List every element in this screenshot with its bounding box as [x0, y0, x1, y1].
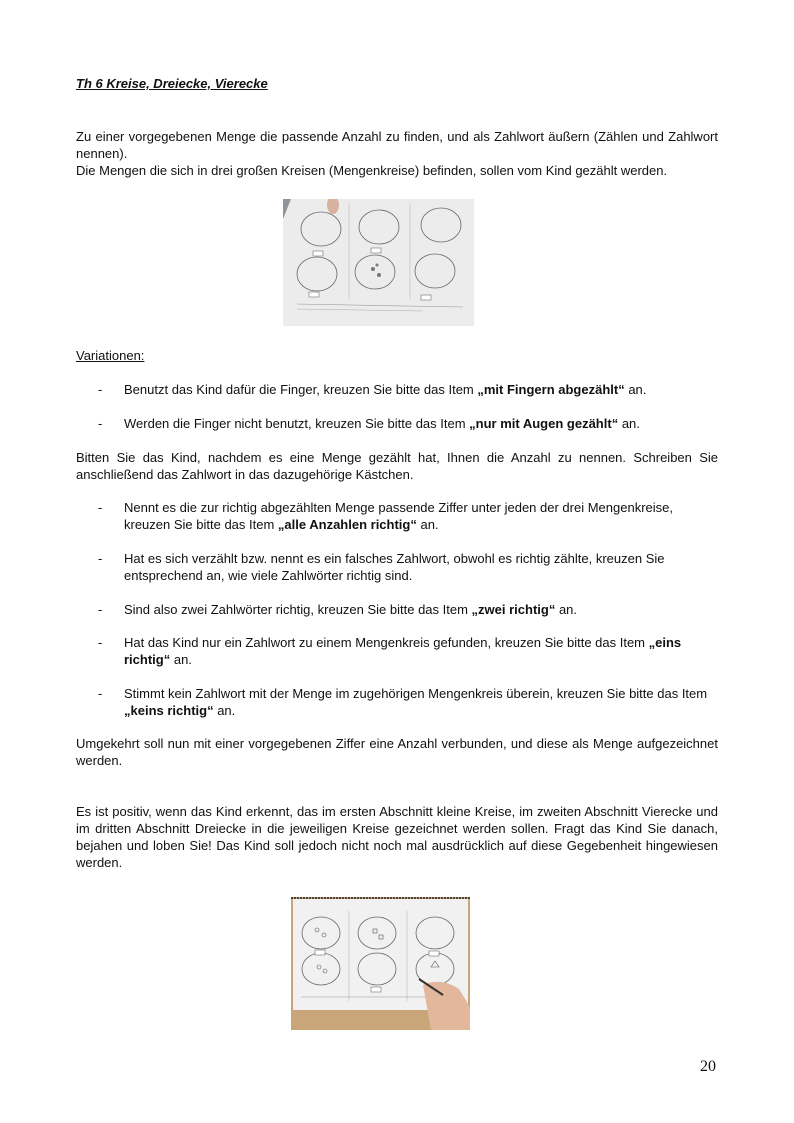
bullet-dash: -	[98, 551, 103, 566]
intro-sentence-1: Zu einer vorgegebenen Menge die passende Anzahl zu finden, und als Zahlwort äußern (Zählen und Zahlwort nennen).	[76, 129, 718, 161]
bullet-text: Sind also zwei Zahlwörter richtig, kreuzen Sie bitte das Item	[124, 602, 472, 617]
bullet-text: Nennt es die zur richtig abgezählten Menge passende Ziffer unter jeden der drei Mengenkreise, kreuzen Sie bitte das Item	[124, 500, 673, 532]
bullet-text: an.	[618, 416, 640, 431]
bullet-text: Werden die Finger nicht benutzt, kreuzen Sie bitte das Item	[124, 416, 470, 431]
bullet-dash: -	[98, 500, 103, 515]
reverse-task-paragraph: Umgekehrt soll nun mit einer vorgegebenen Ziffer eine Anzahl verbunden, und diese als Menge aufgezeichnet werden.	[76, 736, 718, 768]
worksheet-photo-1	[283, 199, 474, 326]
bullet-text: Hat es sich verzählt bzw. nennt es ein falsches Zahlwort, obwohl es richtig zählte, kreuzen Sie entsprechend an, wie viele Zahlwörter richtig sind.	[124, 551, 665, 583]
intro-paragraph	[76, 128, 718, 179]
positive-note-paragraph: Es ist positiv, wenn das Kind erkennt, das im ersten Abschnitt kleine Kreise, im zweiten Abschnitt Vierecke und im dritten Abschnitt Dreiecke in die jeweiligen Kreise gezeichnet werden sollen. Fragt das Kind Sie danach, bejahen und loben Sie! Das Kind soll jedoch nicht noch mal ausdrücklich auf diese Gegebenheit hingewiesen werden.	[76, 804, 718, 870]
item-label: „alle Anzahlen richtig“	[277, 517, 417, 532]
bullet-item	[98, 601, 718, 618]
bullet-text: an.	[555, 602, 578, 617]
bullet-text: an.	[213, 703, 236, 718]
bullet-dash: -	[98, 416, 103, 431]
variations-heading: Variationen:	[76, 348, 145, 363]
instruction-paragraph: Bitten Sie das Kind, nachdem es eine Menge gezählt hat, Ihnen die Anzahl zu nennen. Schreiben Sie anschließend das Zahlwort in das dazugehörige Kästchen.	[76, 450, 718, 482]
bullet-item	[98, 381, 718, 398]
worksheet-photo-2	[291, 897, 470, 1030]
bullet-text: Stimmt kein Zahlwort mit der Menge im zugehörigen Mengenkreis überein, kreuzen Sie bitte das Item	[124, 686, 708, 701]
bullet-item	[98, 499, 718, 533]
page-title: Th 6 Kreise, Dreiecke, Vierecke	[76, 76, 268, 91]
intro-sentence-2: Die Mengen die sich in drei großen Kreisen (Mengenkreise) befinden, sollen vom Kind gezählt werden.	[76, 163, 668, 178]
bullet-item	[98, 550, 718, 584]
item-label: „zwei richtig“	[471, 602, 556, 617]
item-label: „eins richtig“	[124, 635, 682, 667]
item-label: „mit Fingern abgezählt“	[477, 382, 625, 397]
bullet-text: an.	[624, 382, 647, 397]
page-number: 20	[700, 1058, 716, 1075]
bullet-text: an.	[170, 652, 192, 667]
bullet-dash: -	[98, 635, 103, 650]
bullet-item	[98, 634, 718, 668]
bullet-text: Hat das Kind nur ein Zahlwort zu einem Mengenkreis gefunden, kreuzen Sie bitte das Item	[124, 635, 649, 650]
item-label: „keins richtig“	[124, 703, 214, 718]
bullet-item	[98, 415, 718, 432]
bullet-text: Benutzt das Kind dafür die Finger, kreuzen Sie bitte das Item	[124, 382, 478, 397]
item-label: „nur mit Augen gezählt“	[469, 416, 619, 431]
bullet-dash: -	[98, 382, 103, 397]
bullet-dash: -	[98, 602, 103, 617]
bullet-text: an.	[416, 517, 439, 532]
bullet-item	[98, 685, 718, 719]
bullet-dash: -	[98, 686, 103, 701]
